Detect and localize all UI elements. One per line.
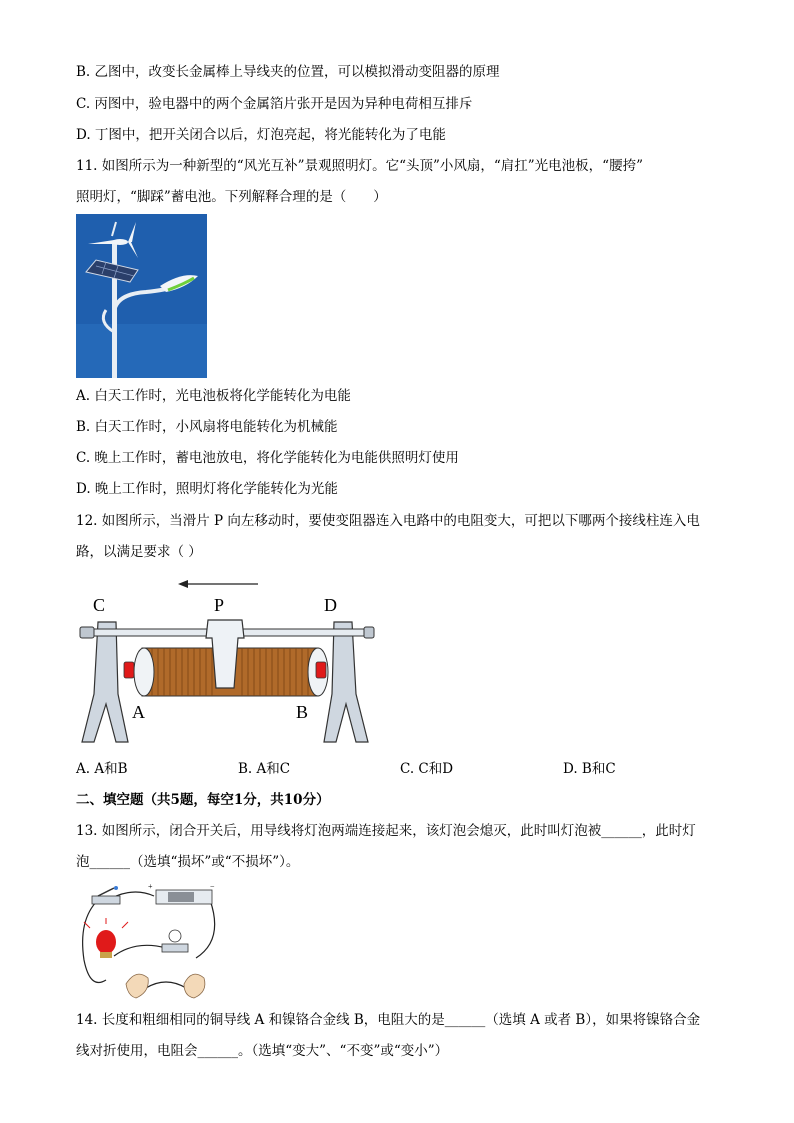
q12-option-d: D. B和C <box>563 761 616 777</box>
q10-option-d: D. 丁图中，把开关闭合以后，灯泡亮起，将光能转化为了电能 <box>76 127 446 143</box>
q11-option-b: B. 白天工作时，小风扇将电能转化为机械能 <box>76 419 338 435</box>
q11-option-a: A. 白天工作时，光电池板将化学能转化为电能 <box>76 388 351 404</box>
q12-rheostat-figure <box>76 576 376 748</box>
q13-stem-line1: 13. 如图所示，闭合开关后，用导线将灯泡两端连接起来，该灯泡会熄灭，此时叫灯泡被______，此时灯 <box>76 823 696 839</box>
label-a: A <box>132 702 145 722</box>
q14-stem-line1: 14. 长度和粗细相同的铜导线 A 和镍铬合金线 B，电阻大的是______（选填 A 或者 B），如果将镍铬合金 <box>76 1012 701 1028</box>
q11-street-lamp-figure <box>76 214 207 378</box>
label-b: B <box>296 702 309 722</box>
q14-stem-line2: 线对折使用，电阻会______。（选填“变大”、“不变”或“变小”） <box>76 1043 449 1059</box>
section-title: 二、填空题（共5题，每空1分，共10分） <box>76 792 330 808</box>
label-d: D <box>324 595 337 615</box>
label-p: P <box>214 595 225 615</box>
q11-option-c: C. 晚上工作时，蓄电池放电，将化学能转化为电能供照明灯使用 <box>76 450 459 466</box>
q12-option-c: C. C和D <box>400 761 454 777</box>
q10-option-c: C. 丙图中，验电器中的两个金属箔片张开是因为异种电荷相互排斥 <box>76 96 473 112</box>
q12-stem-line1: 12. 如图所示，当滑片 P 向左移动时，要使变阻器连入电路中的电阻变大，可把以下哪两个接线柱连入电 <box>76 513 700 529</box>
q13-stem-line2: 泡______（选填“损坏”或“不损坏”）。 <box>76 854 300 870</box>
q10-option-b: B. 乙图中，改变长金属棒上导线夹的位置，可以模拟滑动变阻器的原理 <box>76 64 500 80</box>
q11-stem-line2: 照明灯，“脚踩”蓄电池。下列解释合理的是（ ） <box>76 189 387 205</box>
q12-option-a: A. A和B <box>76 761 128 777</box>
q13-circuit-figure <box>76 880 224 1002</box>
q11-option-d: D. 晚上工作时，照明灯将化学能转化为光能 <box>76 481 338 497</box>
label-c: C <box>93 595 106 615</box>
q12-stem-line2: 路，以满足要求（ ） <box>76 544 202 560</box>
q12-option-b: B. A和C <box>238 761 291 777</box>
battery-plus: + <box>148 882 153 891</box>
battery-minus: − <box>210 882 215 891</box>
q11-stem-line1: 11. 如图所示为一种新型的“风光互补”景观照明灯。它“头顶”小风扇，“肩扛”光电池板，“腰挎” <box>76 158 643 174</box>
